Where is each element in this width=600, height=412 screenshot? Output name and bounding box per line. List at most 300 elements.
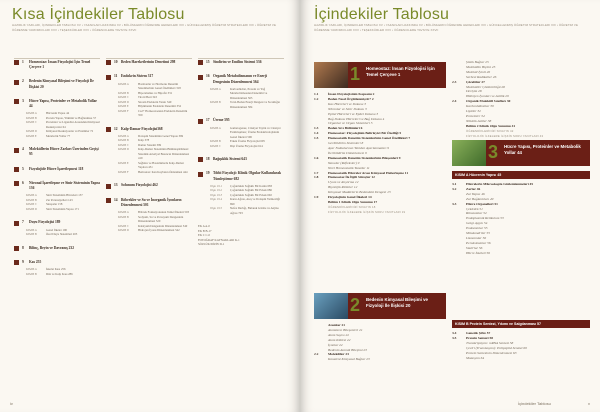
front-matter-line: HAZIRLIK YAZILARI, İÇINDEKILER TABLOSU XV • YAZARLAR HAKKINDA XV • BÖLÜMLERIN ÖĞRENME HEDEFLERI XIX • GÜNCELLENMIŞ ÖĞRETIM STRATEJILERI XIX • ÖĞRETIM VE ÖĞRENME YARDIMCILARI XXV • TEŞEKKÜRLER XXV • ÖĞRENCILERE TAVSIYE XXVII <box>12 23 276 32</box>
section-title: Büyümenin Endokrin Denetimi 352 <box>138 104 182 109</box>
chapter-marker <box>14 181 19 186</box>
review-link: ÖĞRENDİKLERİNİZİ SINAYIN 42 <box>466 128 514 133</box>
section-title: Düz ve Kalp Kası 286 <box>46 271 73 276</box>
section-title: Çoğunlukla Sağlıklı Bir Kadın 683 <box>230 183 272 188</box>
chapter-title: Endokrin Sistem 317 <box>121 74 154 79</box>
section-label: KISIM C <box>118 223 129 228</box>
chapter-2-entries-continued <box>452 60 590 139</box>
toc-subsection: Lizozomlar 56 <box>466 235 487 240</box>
chapter-marker <box>106 75 111 80</box>
section-label: KISIM E <box>118 104 129 109</box>
page-title: İçindekiler Tablosu <box>314 6 450 23</box>
chapter-2-banner <box>314 293 446 319</box>
toc-chapter-entry <box>106 183 192 188</box>
back-matter-list <box>198 224 284 247</box>
chapter-marker <box>106 127 111 132</box>
section-number: 1.2 <box>314 96 319 101</box>
chapter-marker <box>198 157 203 162</box>
section-title: Zar Potansiyelleri 143 <box>46 197 73 202</box>
section-label: KISIM B <box>26 197 37 202</box>
toc-chapter-entry <box>14 99 100 138</box>
section-title: Hücrelerin Mikroskopla Gözlemlenmeleri 45 <box>466 182 534 186</box>
toc-subsection: Organlar ve Organ Sistemleri 5 <box>328 121 373 126</box>
chapter-number: 2 <box>22 79 24 84</box>
toc-section-list <box>210 87 284 110</box>
section-number: 3.5 <box>452 335 457 340</box>
toc-subsection: Zar Yapısı 46 <box>466 191 485 196</box>
chapter-title: Beden Hareketlerinin Denetimi 298 <box>121 60 176 64</box>
section-title: Homeostaz İle İlgili Süreçler 12 <box>328 175 375 180</box>
section-label: KISIM C <box>118 95 129 100</box>
section-title: Özel Duyu Sistemleri 203 <box>46 232 78 237</box>
back-matter-entry: SÖZLÜK/DİZİN D-1 <box>198 242 225 247</box>
section-label: KISIM D <box>118 99 129 104</box>
toc-subsection: Molekülün Biçimi 25 <box>466 64 496 69</box>
chapter-number: 7 <box>22 220 24 225</box>
toc-subsection: Endoplazmik Retikulum 53 <box>466 216 504 221</box>
toc-section-row <box>26 272 100 277</box>
section-number: 2.3 <box>452 79 457 84</box>
chapter-1-entries <box>314 92 448 215</box>
section-title: Hemostaz: Kan Kaybının Önlenmesi 444 <box>138 169 188 174</box>
section-label: KISIM C <box>118 142 129 147</box>
toc-subsection: Nükleik Asitler 38 <box>466 118 492 123</box>
toc-subsection: Lipitler 32 <box>466 109 481 114</box>
section-label: KISIM D <box>26 206 37 211</box>
column-rule <box>106 58 192 59</box>
chapter-number: 1 <box>22 60 24 64</box>
toc-chapter-entry <box>198 74 284 109</box>
section-number <box>314 323 325 328</box>
toc-chapter-heading <box>14 147 100 157</box>
toc-subsection: Geribildirim Sistemleri 8 <box>328 141 364 146</box>
toc-section-row <box>26 120 100 129</box>
section-title: Homeostatik Hücreler Arası Kimyasal Haberleşme 11 <box>328 170 409 175</box>
section-number: 3.1 <box>452 182 457 186</box>
column-rule <box>14 58 100 59</box>
toc-subsection: Hücre İskeleti 56 <box>466 250 490 255</box>
toc-chapter-heading <box>106 74 192 79</box>
section-title: Sinir Sisteminin Yapısı 171 <box>46 206 79 211</box>
section-title: Hormonlar ve Hormonu Denetim Sistemlerinin Genel Özellikleri 318 <box>138 81 181 91</box>
section-title: Hücre Organelleri 51 <box>466 201 498 206</box>
toc-chapter-heading <box>14 60 100 70</box>
chapter-title: Sindirim ve Emilim Sistemi 536 <box>213 60 262 64</box>
section-title: Stresin Endokrin Yanıtı 349 <box>138 99 172 104</box>
toc-section-list <box>210 184 284 216</box>
toc-subsection: Vault'lar 56 <box>466 245 483 250</box>
chapter-title: Homeostaz: İnsan Fizyolojisi İçin Temel Çerçeve 1 <box>29 60 91 70</box>
section-title: Sinir Sisteminin Hücreleri 137 <box>46 193 83 198</box>
toc-chapter-entry <box>198 60 284 65</box>
toc-chapter-entry <box>14 147 100 157</box>
toc-subsection: Ayar Noktalarının Yeniden Ayarlanmaları 9 <box>328 145 390 150</box>
toc-subsection: Serbest Radikaller 26 <box>466 74 497 79</box>
toc-chapter-entry <box>106 127 192 175</box>
toc-chapter-heading <box>198 118 284 123</box>
toc-section-row <box>118 161 192 170</box>
section-title: Protein Sentezi 58 <box>466 335 493 340</box>
toc-chapter-entry <box>198 171 284 215</box>
section-number: 1.9 <box>314 195 319 200</box>
section-label: KISIM C <box>26 120 37 125</box>
section-title: Karbonhidrat, Protein ve Yağ Metabolizmasının Denetimi ve Düzenlenmesi 565 <box>230 86 268 100</box>
toc-chapter-entry <box>198 118 284 148</box>
section-number: 1.7 <box>314 170 319 175</box>
chapter-1-banner <box>314 62 446 88</box>
toc-section-row <box>210 197 284 206</box>
section-label: Olgu 19.2 <box>210 188 222 193</box>
section-label: Olgu 19.1 <box>210 183 222 188</box>
review-link: ÖĞRENDİKLERİNİZİ SINAYIN 18 <box>328 204 376 209</box>
section-label: KISIM A <box>26 193 37 198</box>
chapter-number: 6 <box>22 180 24 185</box>
section-number: 1.4 <box>314 131 319 136</box>
section-label: KISIM B <box>26 232 37 237</box>
section-label: KISIM C <box>210 143 221 148</box>
section-title: Gametogenez, Cinsiyet Tayini ve Cinsiyet Farklılaşması; Üreme Endokrinolojisinin Genel İlkeleri 596 <box>230 125 281 139</box>
chapter-title: Bedenin Kimyasal Bileşimi ve Fizyoloji İle İlişkisi 20 <box>366 297 428 308</box>
toc-subsection: Molekül İyinli 26 <box>466 69 491 74</box>
chapter-title: Bilinç, Beyin ve Davranış 232 <box>29 245 75 250</box>
chapter-number: 13 <box>114 183 118 188</box>
column-rule <box>198 58 284 59</box>
section-title: Protein Yapısı, Yükünü ve Bağlanması 57 <box>46 115 97 120</box>
section-label: KISIM F <box>118 108 129 113</box>
chapter-title: Hücre Yapısı, Proteinler ve Metabolik Yollar 44 <box>504 144 581 155</box>
section-title: Organik Moleküll Sınıfları 30 <box>466 99 511 104</box>
chapter-number: 18 <box>206 157 210 161</box>
toc-section-row <box>118 170 192 175</box>
toc-chapter-heading <box>14 167 100 172</box>
review-link: FİZYOLOJİK İLKELERE İLİŞKİN SORU YANITLARI 43 <box>466 133 544 138</box>
toc-subsection: Yerel Homeostatik Yanıtlar 11 <box>328 165 370 170</box>
toc-subsection: Şimik Bağlar 25 <box>466 60 489 64</box>
page-title: Kısa İçindekiler Tablosu <box>12 6 185 23</box>
section-label: KISIM A <box>210 86 221 91</box>
toc-subsection: Proteinler 34 <box>466 113 485 118</box>
toc-subsection: Hidrojen İyonları ve Asitlik 29 <box>466 94 509 99</box>
section-title: Metabolik Yollar 77 <box>46 133 71 138</box>
chapter-marker <box>14 167 19 172</box>
toc-subsection: Çeviri (Translasyon): Polipeptid Sentezi 60 <box>466 345 527 350</box>
toc-chapter-entry <box>106 60 192 65</box>
toc-subsection: Uyum ve Alıştırma 12 <box>328 180 359 185</box>
toc-section-list <box>118 210 192 233</box>
chapter-marker <box>14 80 19 85</box>
toc-chapter-heading <box>14 99 100 109</box>
toc-subsection: Golgi Aygıtı 54 <box>466 221 488 226</box>
chapter-number: 17 <box>206 118 210 123</box>
toc-section-list <box>210 126 284 149</box>
chapter-title: Hücre Yapısı, Proteinler ve Metabolik Yollar 44 <box>29 98 97 109</box>
toc-subsection: Moleküller Çözünürlüğü 28 <box>466 84 505 89</box>
section-title: Kalsiyum Dengesinin Düzenlenmesi 540 <box>138 223 188 228</box>
chapter-number: 3 <box>22 98 24 103</box>
toc-chapter-entry <box>14 79 100 89</box>
chapter-marker <box>14 260 19 265</box>
section-label: KISIM B <box>118 214 129 219</box>
toc-chapter-entry <box>106 198 192 233</box>
chapter-number: 4 <box>22 147 24 152</box>
toc-subsection: Zar Bağlantıları 49 <box>466 196 494 201</box>
toc-chapter-heading <box>14 260 100 265</box>
toc-chapter-heading <box>106 183 192 188</box>
toc-subsection: Mitokondriler 55 <box>466 231 491 236</box>
chapter-number: 9 <box>22 259 24 264</box>
section-title: Zarlar 46 <box>466 186 481 191</box>
toc-subsection: Mutasyon 64 <box>466 355 485 360</box>
chapter-photo <box>452 140 486 166</box>
section-title: Çoğunlukla Sağlıklı Bir Erkek 686 <box>230 188 272 193</box>
toc-section-list <box>118 82 192 118</box>
chapter-marker <box>106 198 111 203</box>
section-title: Beden Nasıl Örgütlenmiştir? 2 <box>328 96 374 101</box>
section-label: KISIM D <box>118 147 129 152</box>
section-title: Ca2+ Homeostazının Endokrin Denetimi 359 <box>138 108 188 118</box>
section-title: Çoğunlukla Sağlıklı Bir Erkek 692 <box>230 192 272 197</box>
section-label: KISIM A <box>118 81 129 86</box>
chapter-marker <box>14 148 19 153</box>
running-head: İçindekiler Tablosu <box>518 401 551 406</box>
section-title: Fizyolojinin Genel İlkeleri 14 <box>328 195 372 200</box>
section-title: Karın Ağrısı, Ateş ve Dolaşım Yetmezliği 699 <box>230 197 280 206</box>
chapter-title: Bedenin Kimyasal Bileşimi ve Fizyoloji İle İlişkisi 20 <box>29 79 94 89</box>
section-title: Sodyum, Su ve Potasyum Dengesinin Düzenlenmesi 520 <box>138 214 184 224</box>
chapter-title: Kas 255 <box>29 259 42 264</box>
chapter-title: Organik Metabolizmanın ve Enerji Dengesinin Düzenlenmesi 564 <box>213 74 268 84</box>
short-toc-column-2 <box>106 60 192 242</box>
toc-chapter-heading <box>106 198 192 208</box>
toc-subsection: Kas Hücreleri ve Dokusu 3 <box>328 101 366 106</box>
toc-chapter-heading <box>198 60 284 65</box>
toc-section-row <box>210 144 284 149</box>
section-title: İskelet Kası 256 <box>46 267 66 272</box>
section-title: Atomlar 21 <box>328 323 345 327</box>
chapter-number: 3 <box>488 142 499 162</box>
section-number: 1.1 <box>314 92 319 96</box>
toc-subsection: Bağ Dokusu Hücreleri ve Bağ Dokusu 4 <box>328 116 385 121</box>
toc-chapter-heading <box>198 74 284 84</box>
toc-subsection: Atom Kütlesi 22 <box>328 337 351 342</box>
review-link: FİZYOLOJİK İLKELERE İLİŞKİN SORU YANITLARI 19 <box>328 209 406 214</box>
section-number: 1.5 <box>314 136 319 141</box>
section-title: Nefes Darlığı, Bulanık Görme ve Anjina Ağrısı 703 <box>230 206 279 215</box>
section-title: Beden Sıvı Bölümleri 6 <box>328 126 363 131</box>
chapter-title: Üreme 595 <box>213 118 230 123</box>
short-toc-column-1 <box>14 60 100 285</box>
chapter-number: 11 <box>114 74 118 79</box>
chapter-3-part-b-entries <box>452 331 590 360</box>
section-b-bar: KISIM B Protein Sentezi, Yıkımı ve Salgılanması 57 <box>452 320 590 328</box>
section-title: Moleküller 23 <box>328 352 349 357</box>
section-title: Hipotalamus ve Hipofiz 331 <box>138 90 173 95</box>
section-number: 1.8 <box>314 175 319 180</box>
toc-chapter-entry <box>106 74 192 117</box>
chapter-number: 15 <box>206 60 210 64</box>
section-label: KISIM D <box>26 129 37 134</box>
section-label: KISIM A <box>26 267 37 272</box>
toc-section-row <box>210 87 284 101</box>
section-label: KISIM A <box>26 111 37 116</box>
section-label: KISIM D <box>118 228 129 233</box>
toc-subsection: Kimyasal Maddelerin Bedendeki Dengesi 13 <box>328 190 391 195</box>
chapter-number: 5 <box>22 166 24 171</box>
chapter-marker <box>106 60 111 65</box>
toc-chapter-heading <box>198 157 284 162</box>
section-title: Kalp 378 <box>138 138 150 143</box>
chapter-marker <box>14 246 19 251</box>
section-number <box>452 124 463 129</box>
toc-chapter-heading <box>14 181 100 191</box>
chapter-title: Nöronal İşaretleşme ve Sinir Sisteminin Yapısı 136 <box>29 180 100 191</box>
section-title: Kimyasal Reaksiyonlar ve Enzimler 72 <box>46 129 94 134</box>
toc-subsection: Atom Sayısı 22 <box>328 332 349 337</box>
section-title: Proteinler ve Ligandlar Arasındaki Kimyasal Reaksiyonlar 64 <box>46 120 100 129</box>
chapter-number: 19 <box>206 171 210 176</box>
toc-subsection: Derişim 28 <box>466 89 482 94</box>
toc-chapter-entry <box>14 181 100 211</box>
section-number: 3.2 <box>452 186 457 191</box>
toc-subsection: Çekirdek 51 <box>466 206 483 211</box>
section-title: Damar Sistemi 399 <box>138 142 162 147</box>
chapter-marker <box>198 119 203 124</box>
toc-subsection: Epitel Hücreleri ve Epitel Dokusu 3 <box>328 111 379 116</box>
chapter-marker <box>14 221 19 226</box>
toc-subsection: İyonlar 22 <box>328 342 343 347</box>
section-title: Böbrek Fonksiyonunun Temel İlkeleri 503 <box>138 210 190 215</box>
chapter-title: Duyu Fizyolojisi 189 <box>29 220 61 225</box>
section-title: Hidrojen İyonu Düzenlenmesi 542 <box>138 228 180 233</box>
toc-chapter-heading <box>14 79 100 89</box>
section-title: Homeostatik Denetim Sistemlerinin Genel Özellikleri 7 <box>328 136 411 141</box>
toc-section-list <box>26 267 100 276</box>
section-title: Tiroid Bezi 343 <box>138 95 157 100</box>
toc-section-list <box>26 228 100 237</box>
section-label: KISIM A <box>118 133 129 138</box>
back-matter-entry: EK A A-0 <box>198 224 210 229</box>
chapter-number: 2 <box>350 295 361 315</box>
section-label: Olgu 19.3 <box>210 192 222 197</box>
section-title: Homeostaz: Fizyolojinin Belirleyici Bir Özelliği 5 <box>328 131 402 136</box>
toc-subsection: Atomların Bileşenleri 21 <box>328 327 363 332</box>
toc-chapter-entry <box>14 167 100 172</box>
section-label: Olgu 19.5 <box>210 206 222 211</box>
chapter-title: Moleküllerin Hücre Zarları Üzerinden Geçişi 95 <box>29 147 99 157</box>
toc-chapter-entry <box>14 260 100 276</box>
section-title: İnsan Fizyolojisinin Kapsamı 2 <box>328 92 375 96</box>
chapter-title: Kalp-Damar Fizyolojisi368 <box>121 126 163 131</box>
section-label: KISIM B <box>118 138 129 143</box>
section-label: KISIM B <box>210 100 221 105</box>
section-title: Sinapslar 158 <box>46 202 63 207</box>
section-label: KISIM B <box>118 90 129 95</box>
toc-subsection: Peroksizomlar 56 <box>466 240 491 245</box>
toc-section-list <box>26 193 100 211</box>
chapter-title: Bağışıklık Sistemi 643 <box>213 157 247 161</box>
chapter-2-entries <box>314 323 448 362</box>
chapter-photo <box>314 293 348 319</box>
section-label: KISIM F <box>118 169 129 174</box>
section-label: Olgu 19.4 <box>210 197 222 202</box>
chapter-number: 10 <box>114 60 118 64</box>
section-title: Genel İlkeler 190 <box>46 227 67 232</box>
section-label: KISIM A <box>26 227 37 232</box>
section-label: KISIM B <box>210 139 221 143</box>
toc-subsection: İleribildirim Düzenlemesi 9 <box>328 150 367 155</box>
toc-subsection: Yansılar (Refleksler) 9 <box>328 160 360 165</box>
toc-subsection: Transkripsiyon: mRNA Sentezi 58 <box>466 340 514 345</box>
front-matter-line: HAZIRLIK YAZILARI, İÇINDEKILER TABLOSU XV • YAZARLAR HAKKINDA XV • BÖLÜMLERIN ÖĞRENME HEDEFLERI XIX • GÜNCELLENMIŞ ÖĞRETIM STRATEJILERI XIX • ÖĞRETIM VE ÖĞRENME YARDIMCILARI XXV • TEŞEKKÜRLER XXV • ÖĞRENCILERE TAVSIYE XXVII <box>314 23 578 32</box>
chapter-title: Solunum Fizyolojisi 462 <box>121 183 158 188</box>
section-title: Genetik Şifre 57 <box>466 331 491 335</box>
section-title: Sağlıkta ve Hastalıklarda Kalp-Damar Yapıları 431 <box>138 160 184 170</box>
toc-section-list <box>26 111 100 138</box>
toc-section-row <box>26 207 100 212</box>
section-label: KISIM E <box>118 160 129 165</box>
toc-section-row <box>26 134 100 139</box>
page-number: v <box>588 401 590 406</box>
toc-chapter-entry <box>14 60 100 70</box>
toc-subsection: Karbonhidratlar 30 <box>466 104 494 109</box>
toc-subsection: Bedenin Atomik Bileşimi 23 <box>328 347 367 352</box>
back-matter-entry: EK B B-17 <box>198 228 212 233</box>
section-number: 1.6 <box>314 155 319 160</box>
chapter-3-banner <box>452 140 590 166</box>
chapter-number: 16 <box>206 74 210 79</box>
chapter-marker <box>198 172 203 177</box>
back-matter-entry: FOTOĞRAF KAYNAKLARI K-1 <box>198 237 240 242</box>
toc-section-row <box>118 109 192 118</box>
section-number: 2.2 <box>314 352 319 357</box>
chapter-number: 12 <box>114 126 118 131</box>
chapter-title: Homeostaz: İnsan Fizyolojisi İçin Temel Çerçeve 1 <box>366 66 435 77</box>
section-number: 3.3 <box>452 201 457 206</box>
section-title: Homeostatik Denetim Sistemlerinin Bileşenleri 9 <box>328 155 401 160</box>
toc-chapter-heading <box>106 127 192 132</box>
toc-section-row <box>118 215 192 224</box>
section-title: Bölüm 2 Klinik Olgu Sunumu 41 <box>466 123 516 128</box>
toc-chapter-heading <box>14 246 100 251</box>
toc-section-row <box>210 126 284 140</box>
chapter-marker <box>14 60 19 65</box>
back-matter-entry: EK C C-0 <box>198 233 210 238</box>
toc-section-row <box>26 232 100 237</box>
toc-chapter-heading <box>198 171 284 181</box>
section-number <box>314 200 325 205</box>
section-label: KISIM B <box>26 115 37 120</box>
section-title: Kalp-Damar Sisteminin Bütünleştirilmesi: Sistemik Arteriyel Basıncın Düzenlenmesi 419 <box>138 147 190 161</box>
toc-section-row <box>118 82 192 91</box>
section-title: Hücrenin Yapısı 44 <box>46 111 70 116</box>
section-label: KISIM C <box>26 202 37 207</box>
toc-subsection: Nöronlar ve Sinir Dokusu 3 <box>328 106 367 111</box>
chapter-photo <box>314 62 348 88</box>
right-page <box>300 0 600 412</box>
chapter-marker <box>198 60 203 65</box>
section-title: Erkek Üreme Fizyolojisi 605 <box>230 139 265 143</box>
toc-chapter-heading <box>14 220 100 225</box>
chapter-title: Böbrekler ve Su ve İnorganik İyonların Düzenlenmesi 501 <box>121 197 182 207</box>
toc-section-row <box>210 206 284 215</box>
short-toc-column-3 <box>198 60 284 247</box>
chapter-number: 1 <box>350 64 361 84</box>
toc-section-list <box>118 134 192 175</box>
section-number: 2.4 <box>452 99 457 104</box>
chapter-number: 8 <box>22 245 24 250</box>
toc-section-row <box>118 228 192 233</box>
toc-subsection: Biyolojik Ritimler 12 <box>328 185 358 190</box>
